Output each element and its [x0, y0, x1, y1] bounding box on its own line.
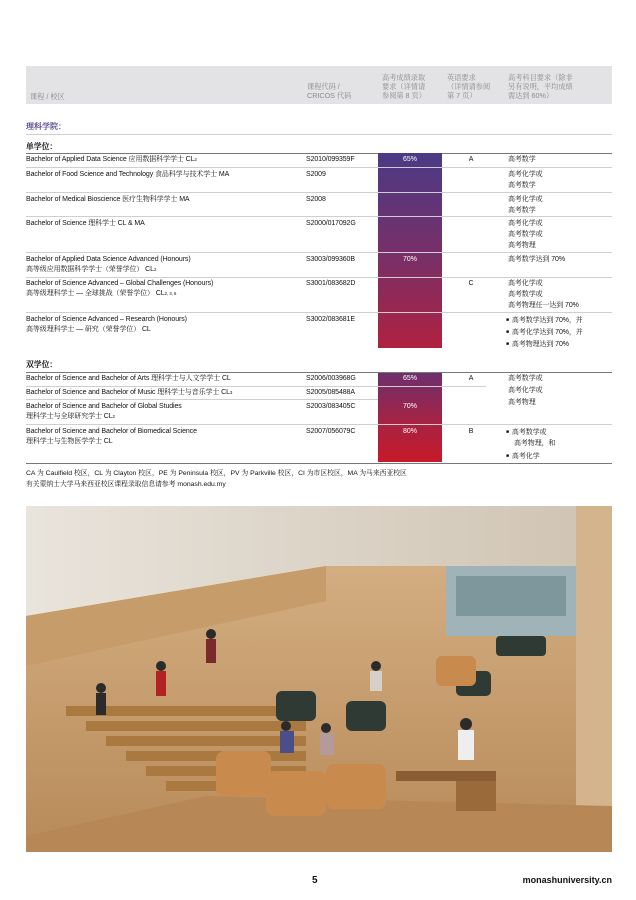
course-name-cn: 理科学士与全球研究学士 $CL^2$: [26, 413, 115, 420]
subject-requirement: 高考物理: [508, 399, 536, 406]
faculty-heading: 理科学院：: [26, 122, 66, 131]
double-degree-heading: 双学位：: [26, 360, 58, 369]
row-divider: [26, 167, 612, 168]
divider: [26, 463, 612, 464]
header-subj-3: 需达到 60%）: [508, 91, 554, 100]
subject-requirement: 高考物理: [508, 242, 536, 249]
course-code: S2006/003968G: [306, 375, 356, 382]
header-course: 课程 / 校区: [30, 92, 65, 101]
english-requirement: A: [468, 375, 474, 382]
row-divider: [26, 192, 612, 193]
score-value: 70%: [402, 403, 417, 410]
course-code: S3001/083682D: [306, 280, 356, 287]
subject-requirement: ■ 高考化学达到 70%，并: [506, 327, 583, 338]
header-code-1: 课程代码 /: [307, 82, 340, 91]
single-degree-heading: 单学位：: [26, 142, 58, 151]
subject-requirement: 高考数学或: [508, 291, 543, 298]
divider: [26, 153, 612, 154]
score-value: 80%: [402, 428, 417, 435]
page-number: 5: [312, 875, 318, 886]
subject-requirement: 高考化学或: [508, 220, 543, 227]
course-name: Bachelor of Science and Bachelor of Global Studies: [26, 403, 182, 410]
course-code: S3003/099360B: [306, 256, 355, 263]
course-code: S2010/099359F: [306, 156, 355, 163]
subject-requirement: 高考化学或: [508, 387, 543, 394]
course-name-cn: 高等级应用数据科学学士（荣誉学位） $CL^2$: [26, 266, 157, 273]
subject-requirement: ■ 高考物理达到 70%: [506, 339, 569, 350]
subject-requirement: 高考数学: [508, 182, 536, 189]
row-divider: [26, 252, 612, 253]
course-name: Bachelor of Food Science and Technology 食品科学与技术学士 MA: [26, 171, 230, 178]
header-score-1: 高考成绩录取: [382, 73, 426, 82]
english-requirement: B: [468, 428, 474, 435]
subject-requirement: 高考化学或: [508, 171, 543, 178]
row-divider: [26, 386, 486, 387]
header-subj-1: 高考科目要求（除非: [508, 73, 573, 82]
subject-requirement: 高考化学或: [508, 196, 543, 203]
malaysia-info-note: 有关蒙纳士大学马来西亚校区课程录取信息请参考 monash.edu.my: [26, 481, 226, 488]
course-name: Bachelor of Science and Bachelor of Arts 理科学士与人文学学士 CL: [26, 375, 231, 382]
subject-requirement: ■ 高考数学或: [506, 427, 546, 438]
course-name: Bachelor of Applied Data Science 应用数据科学学士 $CL^2$: [26, 156, 197, 163]
row-divider: [26, 424, 612, 425]
score-value: 65%: [402, 375, 417, 382]
header-eng-2: （详情请参阅: [447, 82, 491, 91]
english-requirement: C: [468, 280, 474, 287]
course-name: Bachelor of Science 理科学士 CL & MA: [26, 220, 145, 227]
row-divider: [26, 399, 378, 400]
divider: [26, 134, 612, 135]
course-code: S2005/085488A: [306, 389, 355, 396]
course-name-cn: 高等级理科学士 — 研究（荣誉学位） CL: [26, 326, 151, 333]
score-bar-single: [378, 153, 442, 348]
row-divider: [26, 277, 612, 278]
row-divider: [26, 216, 612, 217]
photo-illustration: [26, 506, 612, 852]
course-name: Bachelor of Science Advanced – Global Challenges (Honours): [26, 280, 214, 287]
subject-requirement: 高考数学达到 70%: [508, 256, 565, 263]
subject-requirement: 高考数学或: [508, 231, 543, 238]
course-name-cn: 高等级理科学士 — 全球挑战（荣誉学位） CL$^{2, 3, 6}$: [26, 290, 177, 297]
subject-requirement: 高考物理，和: [514, 440, 556, 447]
subject-requirement: ■ 高考数学达到 70%，并: [506, 315, 583, 326]
divider: [26, 372, 612, 373]
header-code-2: CRICOS 代码: [307, 91, 352, 100]
course-code: S2003/083405C: [306, 403, 356, 410]
course-name-cn: 理科学士与生物医学学士 CL: [26, 438, 113, 445]
table-header: [26, 66, 612, 104]
course-name: Bachelor of Science and Bachelor of Biomedical Science: [26, 428, 197, 435]
course-name: Bachelor of Applied Data Science Advanced (Honours): [26, 256, 191, 263]
row-divider: [26, 312, 612, 313]
subject-requirement: 高考数学: [508, 207, 536, 214]
course-code: S2007/056079C: [306, 428, 356, 435]
subject-requirement: ■ 高考化学: [506, 451, 540, 462]
score-value: 65%: [402, 156, 417, 163]
campus-legend-note: CA 为 Caulfield 校区，CL 为 Clayton 校区，PE 为 Peninsula 校区，PV 为 Parkville 校区，CI 为市区校区，MA 为马来西亚校区: [26, 470, 407, 477]
course-code: S2008: [306, 196, 326, 203]
course-name: Bachelor of Science Advanced – Research (Honours): [26, 316, 187, 323]
course-code: S2000/017092G: [306, 220, 356, 227]
course-name: Bachelor of Medical Bioscience 医疗生物科学学士 MA: [26, 196, 190, 203]
subject-requirement: 高考数学或: [508, 375, 543, 382]
header-eng-1: 英语要求: [447, 73, 476, 82]
subject-requirement: 高考物理任一达到 70%: [508, 302, 579, 309]
course-name: Bachelor of Science and Bachelor of Music 理科学士与音乐学士 $CL^3$: [26, 389, 233, 396]
header-score-2: 要求（详情请: [382, 82, 426, 91]
subject-requirement: 高考数学: [508, 156, 536, 163]
subject-requirement: 高考化学或: [508, 280, 543, 287]
course-code: S3002/083681E: [306, 316, 355, 323]
header-subj-2: 另有说明，平均成绩: [508, 82, 573, 91]
header-score-3: 参阅第 8 页）: [382, 91, 426, 100]
english-requirement: A: [468, 156, 474, 163]
course-code: S2009: [306, 171, 326, 178]
campus-interior-photo: [26, 506, 612, 852]
header-eng-3: 第 7 页）: [447, 91, 477, 100]
website-url[interactable]: monashuniversity.cn: [522, 875, 612, 885]
score-value: 70%: [402, 256, 417, 263]
